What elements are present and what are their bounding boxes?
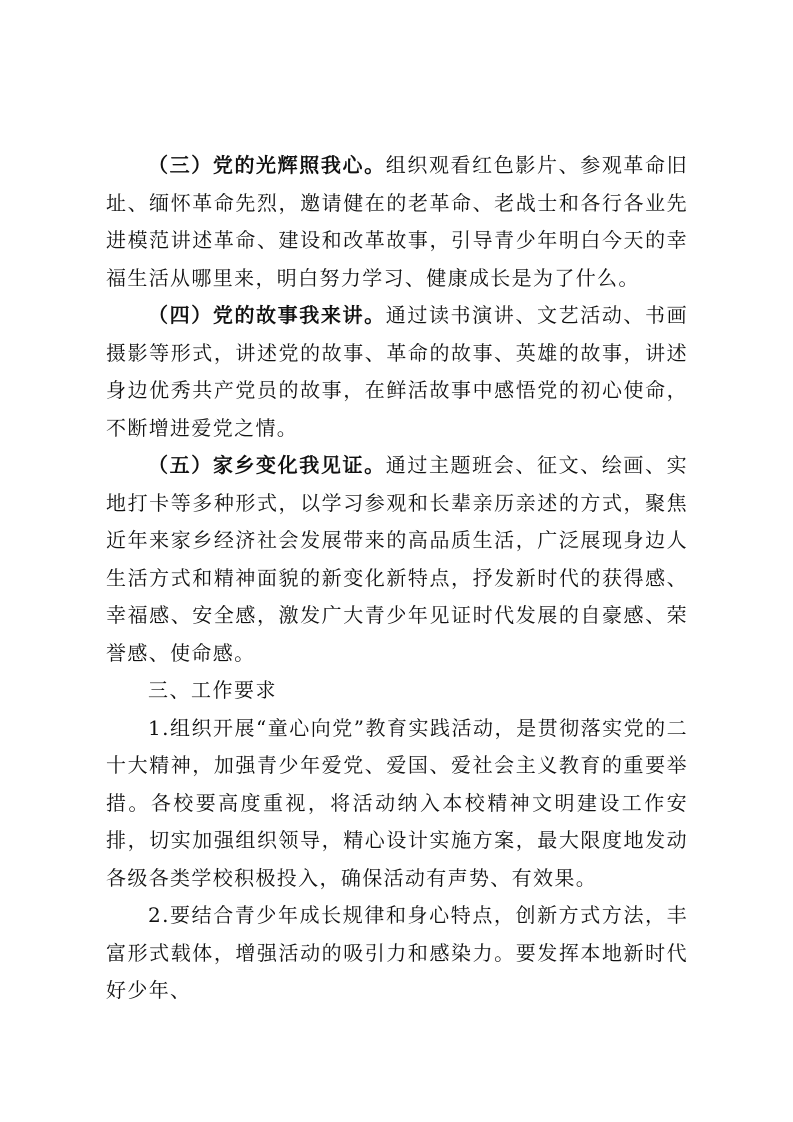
activity-4-text: 通过读书演讲、文艺活动、书画摄影等形式，讲述党的故事、革命的故事、英雄的故事，讲述身边优秀共产党员的故事，在鲜活故事中感悟党的初心使命，不断增进爱党之情。 [106,303,688,440]
activity-4-title: （四）党的故事我来讲。 [148,303,386,327]
activity-3-text: 组织观看红色影片、参观革命旧址、缅怀革命先烈，邀请健在的老革命、老战士和各行各业先进模范讲述革命、建设和改革故事，引导青少年明白今天的幸福生活从哪里来，明白努力学习、健康成长是为了什么。 [106,153,688,290]
requirement-paragraph-2: 2.要结合青少年成长规律和身心特点，创新方式方法，丰富形式载体，增强活动的吸引力和感染力。要发挥本地新时代好少年、 [106,903,688,1002]
activity-paragraph-3 [106,147,688,297]
section-heading-work-requirements: 三、工作要求 [148,678,277,702]
activity-3-title: （三）党的光辉照我心。 [148,153,386,177]
requirement-paragraph-1: 1.组织开展“童心向党”教育实践活动，是贯彻落实党的二十大精神，加强青少年爱党、爱国、爱社会主义教育的重要举措。各校要高度重视，将活动纳入本校精神文明建设工作安排，切实加强组织领导，精心设计实施方案，最大限度地发动各级各类学校积极投入，确保活动有声势、有效果。 [106,715,688,890]
activity-paragraph-5 [106,447,688,672]
activity-5-text: 通过主题班会、征文、绘画、实地打卡等多种形式，以学习参观和长辈亲历亲述的方式，聚焦近年来家乡经济社会发展带来的高品质生活，广泛展现身边人生活方式和精神面貌的新变化新特点，抒发新时代的获得感、幸福感、安全感，激发广大青少年见证时代发展的自豪感、荣誉感、使命感。 [106,453,688,665]
document-body [106,147,688,1010]
activity-paragraph-4 [106,297,688,447]
activity-5-title: （五）家乡变化我见证。 [148,453,386,477]
